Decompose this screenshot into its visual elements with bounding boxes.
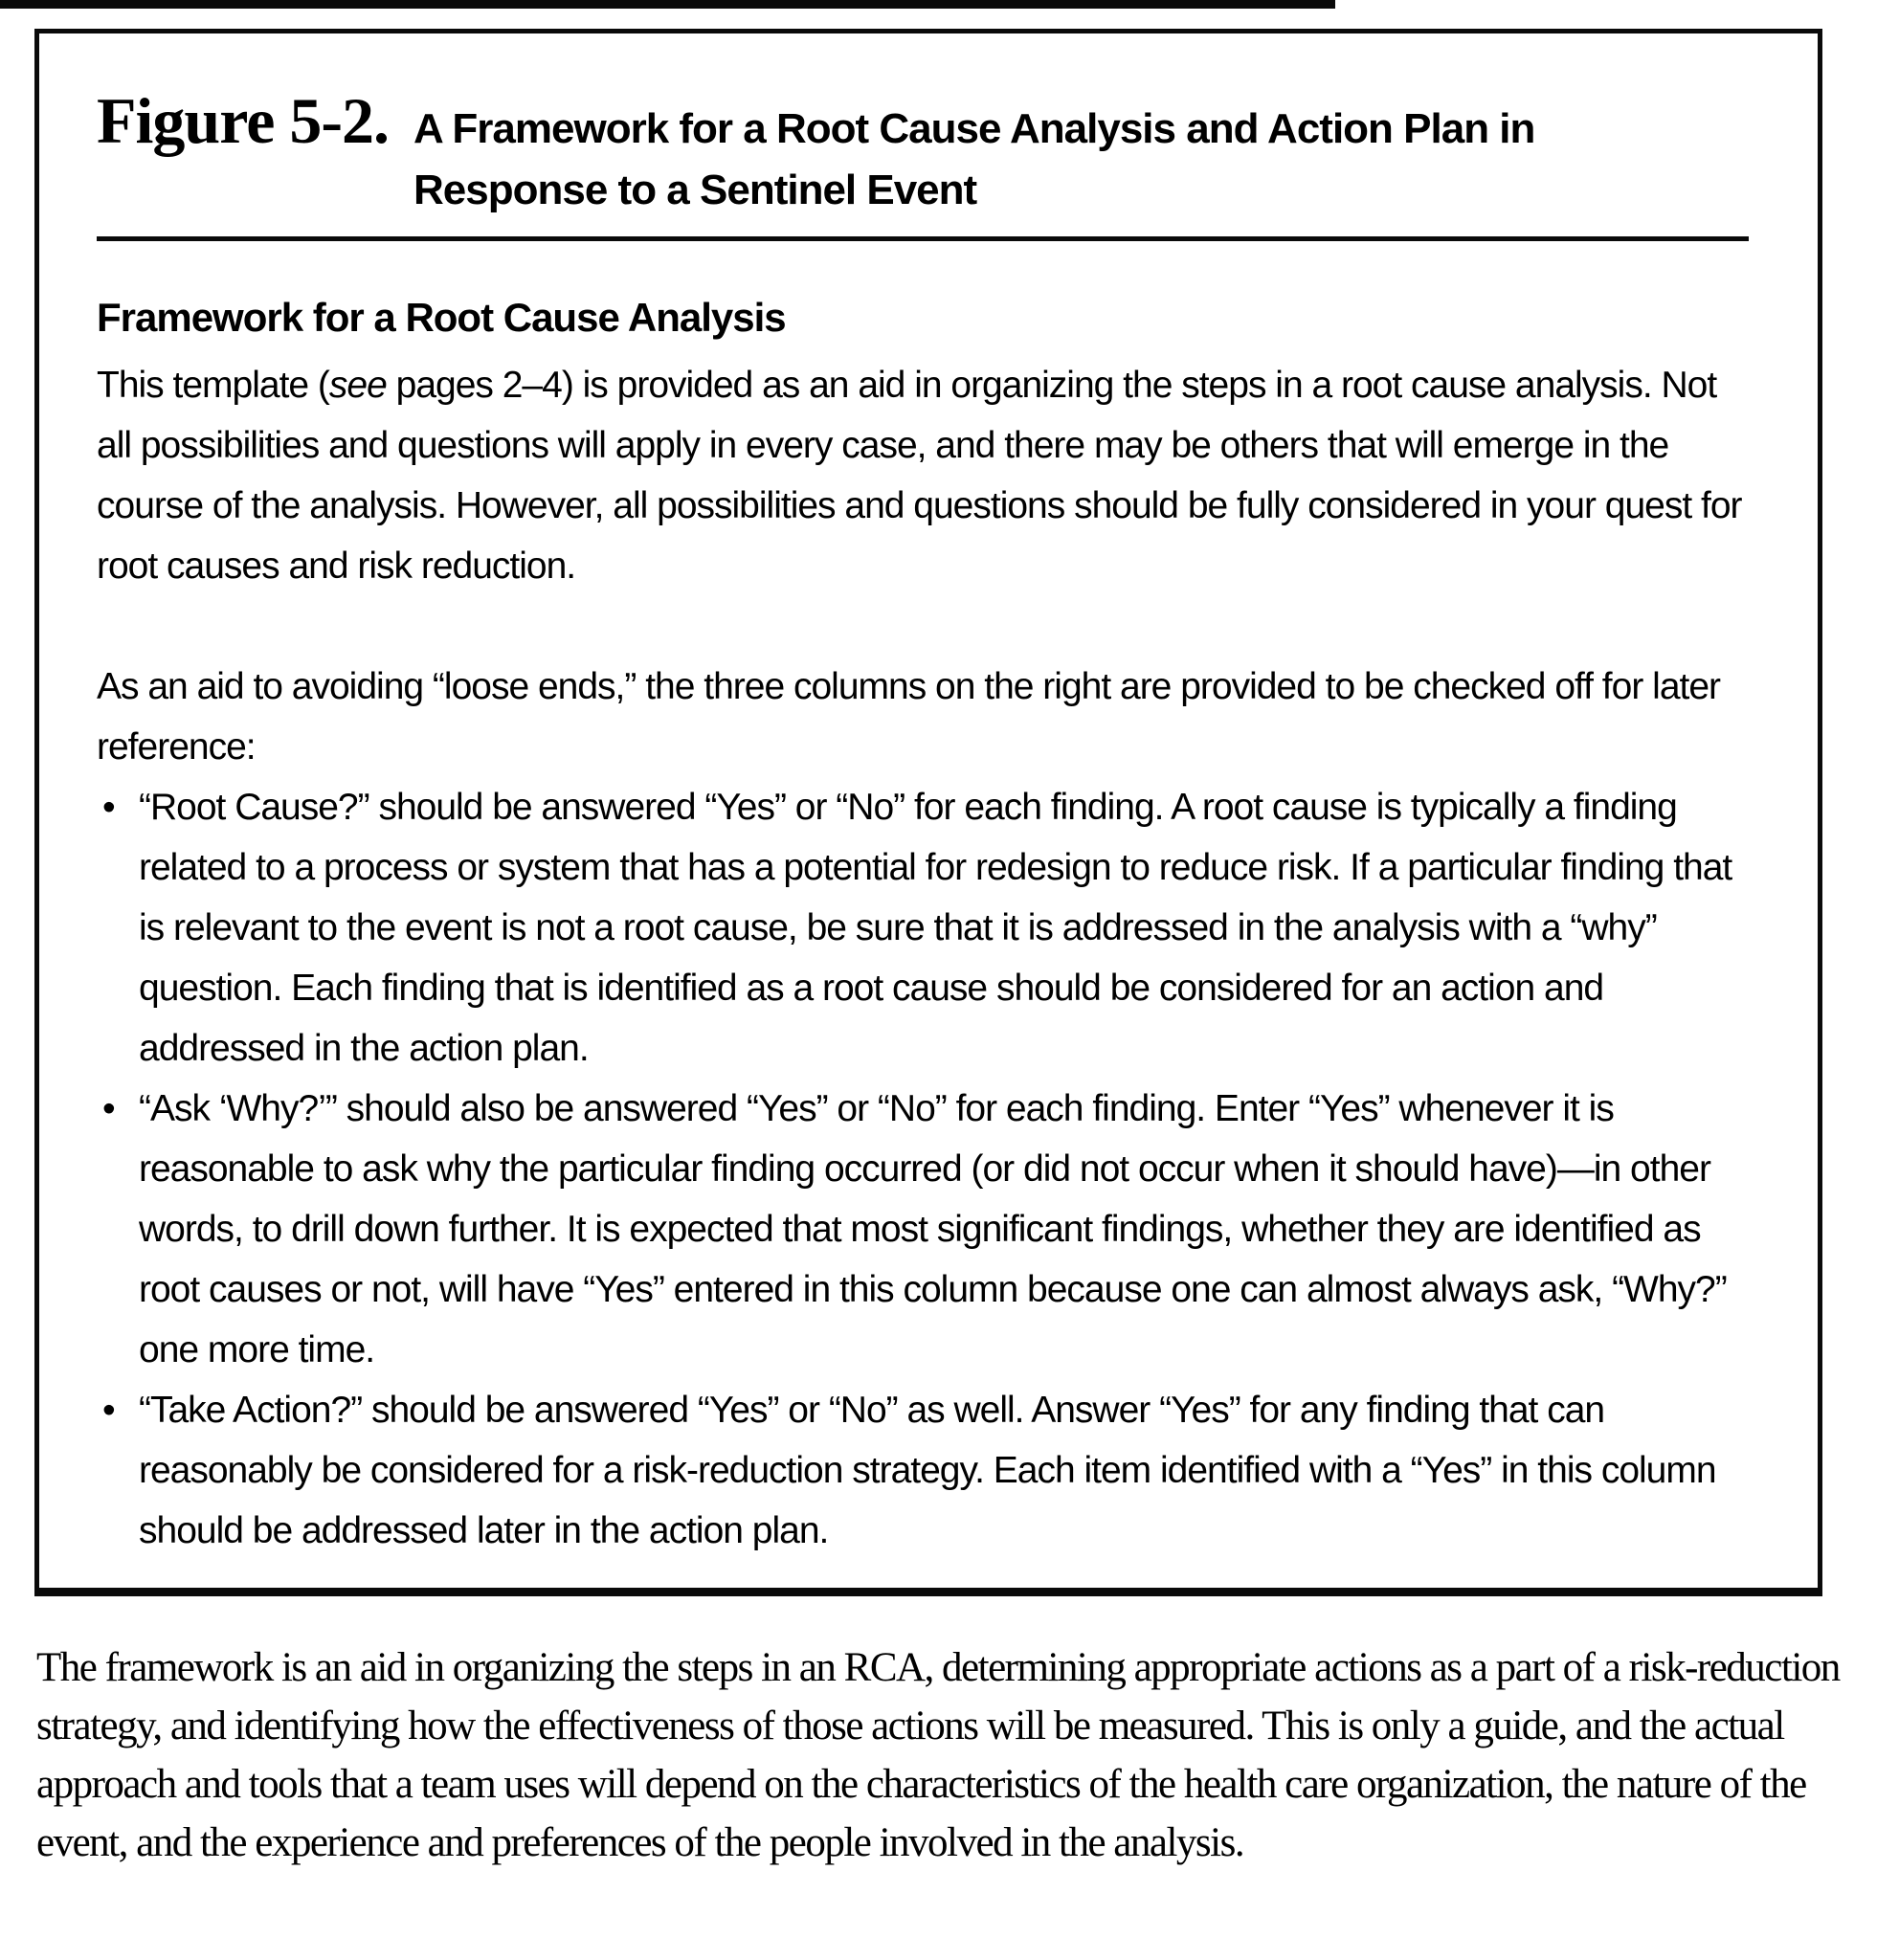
figure-box	[34, 29, 1822, 1596]
figure-label: Figure 5-2.	[97, 84, 390, 157]
bullet-text-take-action: “Take Action?” should be answered “Yes” or “No” as well. Answer “Yes” for any finding that can reasonably be considered for a risk-reduction strategy. Each item identified with a “Yes” in this column should be addressed later in the action plan.	[139, 1390, 1716, 1551]
intro-before-italic: This template (	[97, 365, 329, 406]
footer-paragraph: The framework is an aid in organizing the steps in an RCA, determining appropriate actions as a part of a risk-reduction strategy, and identifying how the effectiveness of those actions will be measured. This is only a guide, and the actual approach and tools that a team uses will depend on the characteristics of the health care organization, the nature of the event, and the experience and preferences of the people involved in the analysis.	[36, 1645, 1840, 1865]
intro-paragraph	[97, 355, 1749, 596]
bullet-text-root-cause: “Root Cause?” should be answered “Yes” or “No” for each finding. A root cause is typically a finding related to a process or system that has a potential for redesign to reduce risk. If a particular finding that is relevant to the event is not a root cause, be sure that it is addressed in the analysis with a “why” question. Each finding that is identified as a root cause should be considered for an action and addressed in the action plan.	[139, 787, 1732, 1069]
intro-italic-word: see	[328, 365, 387, 406]
figure-caption	[97, 83, 1749, 221]
columns-intro-paragraph: As an aid to avoiding “loose ends,” the three columns on the right are provided to be checked off for later reference:	[97, 666, 1721, 768]
figure-body	[97, 355, 1749, 1561]
bullet-item-ask-why	[97, 1079, 1749, 1380]
intro-after-italic: pages 2–4) is provided as an aid in organizing the steps in a root cause analysis. Not all possibilities and questions will apply in every case, and there may be others that will emerge in the course of the analysis. However, all possibilities and questions should be fully considered in your quest for root causes and risk reduction.	[97, 365, 1742, 587]
scan-artifact-bar	[0, 0, 1335, 9]
bullet-list	[97, 777, 1749, 1561]
bullet-marker: •	[102, 1390, 115, 1431]
bullet-marker: •	[102, 1088, 115, 1129]
bullet-item-take-action	[97, 1380, 1749, 1561]
figure-title	[413, 99, 1534, 221]
figure-title-line2: Response to a Sentinel Event	[413, 167, 977, 213]
section-heading: Framework for a Root Cause Analysis	[97, 295, 786, 340]
figure-title-line1: A Framework for a Root Cause Analysis and Action Plan in	[413, 105, 1535, 152]
bullet-item-root-cause	[97, 777, 1749, 1079]
caption-rule	[97, 236, 1749, 241]
bullet-marker: •	[102, 787, 115, 828]
bullet-text-ask-why: “Ask ‘Why?’” should also be answered “Yes” or “No” for each finding. Enter “Yes” whenever it is reasonable to ask why the particular finding occurred (or did not occur when it should have)—in other words, to drill down further. It is expected that most significant findings, whether they are identified as root causes or not, will have “Yes” entered in this column because one can almost always ask, “Why?” one more time.	[139, 1088, 1727, 1370]
